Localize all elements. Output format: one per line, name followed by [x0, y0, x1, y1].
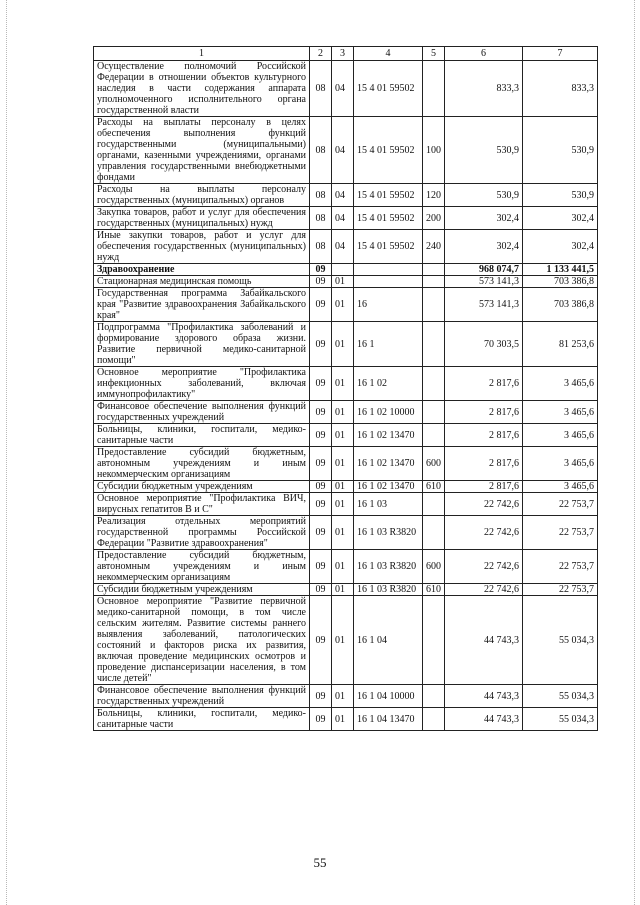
row-section-cell: 09 [310, 264, 332, 276]
page-number: 55 [313, 855, 327, 870]
row-amount-2-cell: 530,9 [523, 117, 598, 184]
table-row [94, 550, 598, 584]
row-target-article-cell: 15 4 01 59502 [354, 230, 423, 264]
header-row [94, 47, 598, 61]
row-expense-type-cell [423, 516, 445, 550]
table-row [94, 207, 598, 230]
table-row [94, 264, 598, 276]
row-expense-type-cell: 600 [423, 447, 445, 481]
row-section-cell: 09 [310, 401, 332, 424]
row-subsection-cell: 04 [332, 61, 354, 117]
row-amount-1-cell: 2 817,6 [445, 424, 523, 447]
row-section-cell: 08 [310, 207, 332, 230]
table-row [94, 584, 598, 596]
row-expense-type-cell: 120 [423, 184, 445, 207]
row-expense-type-cell: 600 [423, 550, 445, 584]
table-row [94, 61, 598, 117]
row-target-article-cell: 16 1 [354, 322, 423, 367]
header-col-2: 2 [310, 47, 332, 61]
table-row [94, 184, 598, 207]
row-amount-1-cell: 44 743,3 [445, 708, 523, 731]
table-row [94, 288, 598, 322]
row-section-cell: 08 [310, 230, 332, 264]
row-subsection-cell: 01 [332, 516, 354, 550]
row-amount-1-cell: 573 141,3 [445, 288, 523, 322]
row-section-cell: 09 [310, 481, 332, 493]
row-amount-2-cell: 3 465,6 [523, 367, 598, 401]
row-name-cell: Иные закупки товаров, работ и услуг для обеспечения государственных (муниципальных) нужд [94, 230, 310, 264]
table-body [94, 61, 598, 731]
row-name-cell: Расходы на выплаты персоналу в целях обеспечения выполнения функций государственными (муниципальными) органами, казенными учреждениями, органами управления государственными внебюджетными фондами [94, 117, 310, 184]
row-amount-2-cell: 1 133 441,5 [523, 264, 598, 276]
row-amount-2-cell: 703 386,8 [523, 288, 598, 322]
row-target-article-cell: 16 1 02 13470 [354, 481, 423, 493]
row-target-article-cell: 16 1 04 10000 [354, 685, 423, 708]
row-amount-2-cell: 302,4 [523, 230, 598, 264]
row-target-article-cell: 16 1 03 R3820 [354, 550, 423, 584]
row-section-cell: 08 [310, 61, 332, 117]
row-section-cell: 09 [310, 447, 332, 481]
row-name-cell: Больницы, клиники, госпитали, медико-санитарные части [94, 708, 310, 731]
row-amount-1-cell: 833,3 [445, 61, 523, 117]
row-expense-type-cell [423, 424, 445, 447]
header-col-1: 1 [94, 47, 310, 61]
row-target-article-cell: 16 1 02 13470 [354, 447, 423, 481]
row-section-cell: 09 [310, 584, 332, 596]
row-amount-2-cell: 22 753,7 [523, 516, 598, 550]
row-target-article-cell: 16 1 04 [354, 596, 423, 685]
row-name-cell: Расходы на выплаты персоналу государственных (муниципальных) органов [94, 184, 310, 207]
row-expense-type-cell [423, 493, 445, 516]
row-amount-2-cell: 703 386,8 [523, 276, 598, 288]
table-row [94, 424, 598, 447]
row-expense-type-cell: 100 [423, 117, 445, 184]
row-subsection-cell: 01 [332, 584, 354, 596]
row-amount-2-cell: 22 753,7 [523, 584, 598, 596]
row-expense-type-cell [423, 264, 445, 276]
table-row [94, 401, 598, 424]
row-subsection-cell [332, 264, 354, 276]
header-col-7: 7 [523, 47, 598, 61]
row-amount-1-cell: 70 303,5 [445, 322, 523, 367]
table-row [94, 367, 598, 401]
row-amount-2-cell: 22 753,7 [523, 550, 598, 584]
row-expense-type-cell [423, 276, 445, 288]
row-section-cell: 08 [310, 117, 332, 184]
row-name-cell: Стационарная медицинская помощь [94, 276, 310, 288]
row-target-article-cell: 15 4 01 59502 [354, 207, 423, 230]
table-row [94, 596, 598, 685]
table-row [94, 230, 598, 264]
row-target-article-cell: 16 1 02 13470 [354, 424, 423, 447]
header-col-5: 5 [423, 47, 445, 61]
row-name-cell: Основное мероприятие "Профилактика ВИЧ, вирусных гепатитов В и С" [94, 493, 310, 516]
row-subsection-cell: 04 [332, 230, 354, 264]
table-row [94, 516, 598, 550]
row-amount-1-cell: 44 743,3 [445, 596, 523, 685]
row-expense-type-cell [423, 322, 445, 367]
row-subsection-cell: 01 [332, 276, 354, 288]
page-edge-right [634, 0, 635, 905]
row-expense-type-cell [423, 596, 445, 685]
row-subsection-cell: 04 [332, 117, 354, 184]
row-target-article-cell: 16 1 02 10000 [354, 401, 423, 424]
row-target-article-cell: 15 4 01 59502 [354, 117, 423, 184]
table-row [94, 117, 598, 184]
row-amount-1-cell: 968 074,7 [445, 264, 523, 276]
row-subsection-cell: 01 [332, 424, 354, 447]
row-amount-2-cell: 530,9 [523, 184, 598, 207]
row-target-article-cell: 15 4 01 59502 [354, 61, 423, 117]
row-amount-2-cell: 22 753,7 [523, 493, 598, 516]
row-name-cell: Реализация отдельных мероприятий государственной программы Российской Федерации "Развитие здравоохранения" [94, 516, 310, 550]
row-section-cell: 09 [310, 685, 332, 708]
row-target-article-cell: 16 1 03 R3820 [354, 516, 423, 550]
row-target-article-cell: 15 4 01 59502 [354, 184, 423, 207]
row-expense-type-cell [423, 367, 445, 401]
row-name-cell: Осуществление полномочий Российской Федерации в отношении объектов культурного наследия в части содержания аппарата уполномоченного исполнительного органа государственной власти [94, 61, 310, 117]
row-target-article-cell: 16 1 02 [354, 367, 423, 401]
row-section-cell: 09 [310, 596, 332, 685]
row-target-article-cell: 16 1 03 R3820 [354, 584, 423, 596]
row-name-cell: Здравоохранение [94, 264, 310, 276]
row-subsection-cell: 04 [332, 184, 354, 207]
row-amount-2-cell: 833,3 [523, 61, 598, 117]
table-row [94, 276, 598, 288]
row-section-cell: 09 [310, 424, 332, 447]
row-name-cell: Финансовое обеспечение выполнения функций государственных учреждений [94, 685, 310, 708]
header-col-4: 4 [354, 47, 423, 61]
header-col-3: 3 [332, 47, 354, 61]
table-row [94, 322, 598, 367]
row-name-cell: Субсидии бюджетным учреждениям [94, 584, 310, 596]
row-amount-1-cell: 2 817,6 [445, 481, 523, 493]
row-name-cell: Предоставление субсидий бюджетным, автономным учреждениям и иным некоммерческим организациям [94, 447, 310, 481]
row-subsection-cell: 01 [332, 401, 354, 424]
row-amount-2-cell: 55 034,3 [523, 685, 598, 708]
row-expense-type-cell: 200 [423, 207, 445, 230]
row-name-cell: Подпрограмма "Профилактика заболеваний и формирование здорового образа жизни. Развитие первичной медико-санитарной помощи" [94, 322, 310, 367]
row-amount-1-cell: 573 141,3 [445, 276, 523, 288]
row-amount-2-cell: 55 034,3 [523, 596, 598, 685]
row-subsection-cell: 01 [332, 708, 354, 731]
row-section-cell: 09 [310, 276, 332, 288]
row-section-cell: 09 [310, 516, 332, 550]
row-target-article-cell: 16 1 03 [354, 493, 423, 516]
row-subsection-cell: 01 [332, 481, 354, 493]
row-subsection-cell: 01 [332, 288, 354, 322]
row-section-cell: 09 [310, 550, 332, 584]
row-expense-type-cell [423, 685, 445, 708]
table-row [94, 685, 598, 708]
page-edge-left [6, 0, 7, 905]
row-amount-1-cell: 44 743,3 [445, 685, 523, 708]
row-section-cell: 09 [310, 367, 332, 401]
row-amount-2-cell: 55 034,3 [523, 708, 598, 731]
row-section-cell: 09 [310, 288, 332, 322]
row-amount-1-cell: 530,9 [445, 117, 523, 184]
row-amount-2-cell: 3 465,6 [523, 447, 598, 481]
row-expense-type-cell [423, 288, 445, 322]
row-amount-1-cell: 2 817,6 [445, 367, 523, 401]
row-section-cell: 08 [310, 184, 332, 207]
table-row [94, 493, 598, 516]
row-name-cell: Государственная программа Забайкальского края "Развитие здравоохранения Забайкальского края" [94, 288, 310, 322]
row-amount-1-cell: 22 742,6 [445, 516, 523, 550]
row-subsection-cell: 04 [332, 207, 354, 230]
row-amount-2-cell: 3 465,6 [523, 481, 598, 493]
row-subsection-cell: 01 [332, 367, 354, 401]
row-amount-2-cell: 3 465,6 [523, 401, 598, 424]
header-col-6: 6 [445, 47, 523, 61]
row-amount-2-cell: 81 253,6 [523, 322, 598, 367]
row-subsection-cell: 01 [332, 550, 354, 584]
table-row [94, 708, 598, 731]
row-subsection-cell: 01 [332, 322, 354, 367]
row-expense-type-cell: 240 [423, 230, 445, 264]
row-amount-1-cell: 22 742,6 [445, 550, 523, 584]
row-name-cell: Основное мероприятие "Развитие первичной медико-санитарной помощи, в том числе сельским жителям. Развитие системы раннего выявления заболеваний, патологических состояний и факторов риска их развития, включая проведение медицинских осмотров и проведение диспансеризации населения, в том числе детей" [94, 596, 310, 685]
row-section-cell: 09 [310, 493, 332, 516]
row-name-cell: Основное мероприятие "Профилактика инфекционных заболеваний, включая иммунопрофилактику" [94, 367, 310, 401]
row-section-cell: 09 [310, 322, 332, 367]
row-amount-1-cell: 530,9 [445, 184, 523, 207]
row-target-article-cell: 16 [354, 288, 423, 322]
row-target-article-cell [354, 264, 423, 276]
row-amount-1-cell: 2 817,6 [445, 401, 523, 424]
row-subsection-cell: 01 [332, 493, 354, 516]
row-amount-1-cell: 2 817,6 [445, 447, 523, 481]
row-amount-1-cell: 302,4 [445, 207, 523, 230]
row-target-article-cell [354, 276, 423, 288]
table-row [94, 481, 598, 493]
row-amount-1-cell: 22 742,6 [445, 493, 523, 516]
row-target-article-cell: 16 1 04 13470 [354, 708, 423, 731]
row-subsection-cell: 01 [332, 447, 354, 481]
row-name-cell: Закупка товаров, работ и услуг для обеспечения государственных (муниципальных) нужд [94, 207, 310, 230]
row-subsection-cell: 01 [332, 596, 354, 685]
row-expense-type-cell: 610 [423, 584, 445, 596]
row-section-cell: 09 [310, 708, 332, 731]
row-name-cell: Финансовое обеспечение выполнения функций государственных учреждений [94, 401, 310, 424]
row-name-cell: Больницы, клиники, госпитали, медико-санитарные части [94, 424, 310, 447]
row-amount-1-cell: 302,4 [445, 230, 523, 264]
budget-table [93, 46, 598, 731]
row-name-cell: Субсидии бюджетным учреждениям [94, 481, 310, 493]
row-expense-type-cell [423, 61, 445, 117]
row-expense-type-cell [423, 401, 445, 424]
table-row [94, 447, 598, 481]
row-amount-2-cell: 3 465,6 [523, 424, 598, 447]
row-expense-type-cell: 610 [423, 481, 445, 493]
row-name-cell: Предоставление субсидий бюджетным, автономным учреждениям и иным некоммерческим организациям [94, 550, 310, 584]
row-expense-type-cell [423, 708, 445, 731]
row-amount-2-cell: 302,4 [523, 207, 598, 230]
row-amount-1-cell: 22 742,6 [445, 584, 523, 596]
row-subsection-cell: 01 [332, 685, 354, 708]
